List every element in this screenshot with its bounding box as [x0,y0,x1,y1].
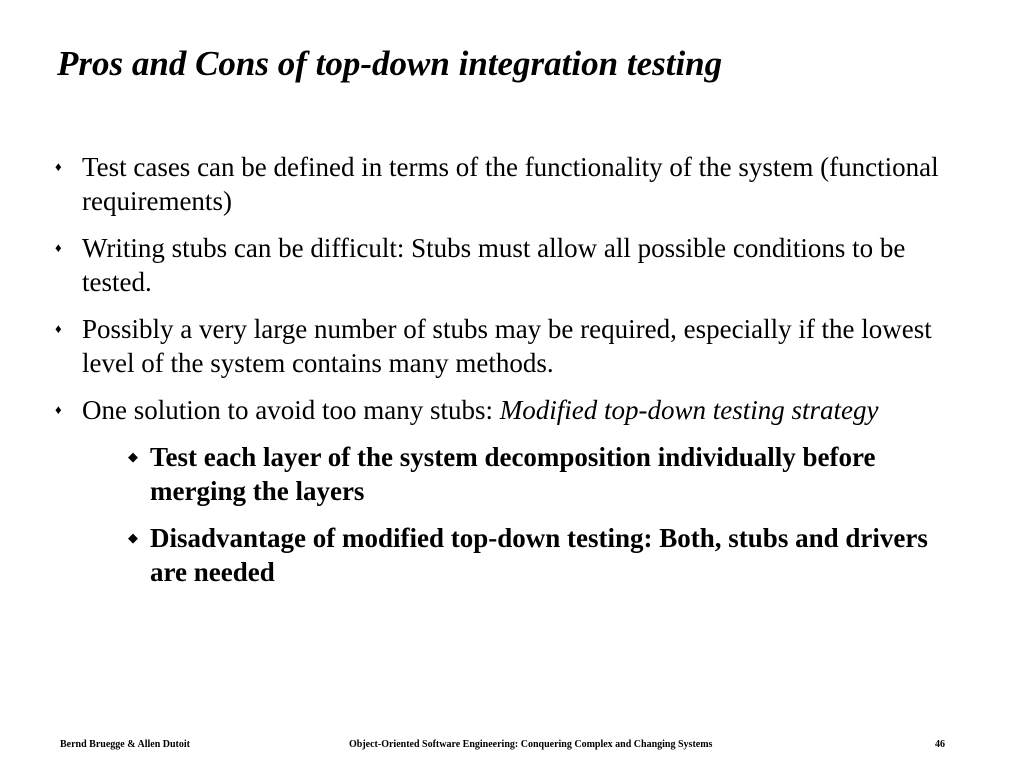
footer-page-number: 46 [935,739,945,750]
bullet-text: Test cases can be defined in terms of the functionality of the system (functional requirements) [82,152,939,216]
bullet-item [50,393,970,589]
bullet-list [50,150,970,602]
diamond-bullet-icon: ♦ [55,402,62,417]
footer-book-title: Object-Oriented Software Engineering: Conquering Complex and Changing Systems [349,739,713,750]
sub-bullet-text: Disadvantage of modified top-down testing: Both, stubs and drivers are needed [150,523,928,587]
diamond-bullet-icon: ♦ [55,321,62,336]
bullet-text: Writing stubs can be difficult: Stubs must allow all possible conditions to be tested. [82,233,906,297]
sub-bullet-list [50,440,970,589]
diamond-bullet-icon: ♦ [55,159,62,174]
diamond-sub-bullet-icon: ◆ [128,530,138,545]
bullet-text: Possibly a very large number of stubs may be required, especially if the lowest level of the system contains many methods. [82,314,932,378]
diamond-sub-bullet-icon: ◆ [128,449,138,464]
footer-authors: Bernd Bruegge & Allen Dutoit [60,739,190,750]
bullet-emphasis-text: Modified top-down testing strategy [499,395,879,425]
sub-bullet-text: Test each layer of the system decomposition individually before merging the layers [150,442,876,506]
diamond-bullet-icon: ♦ [55,240,62,255]
sub-bullet-item [128,440,970,508]
slide-title: Pros and Cons of top-down integration testing [57,44,723,83]
slide-footer [0,738,1024,752]
bullet-item [50,312,970,380]
sub-bullet-item [128,521,970,589]
bullet-text: One solution to avoid too many stubs: [82,395,500,425]
bullet-item [50,150,970,218]
bullet-item [50,231,970,299]
